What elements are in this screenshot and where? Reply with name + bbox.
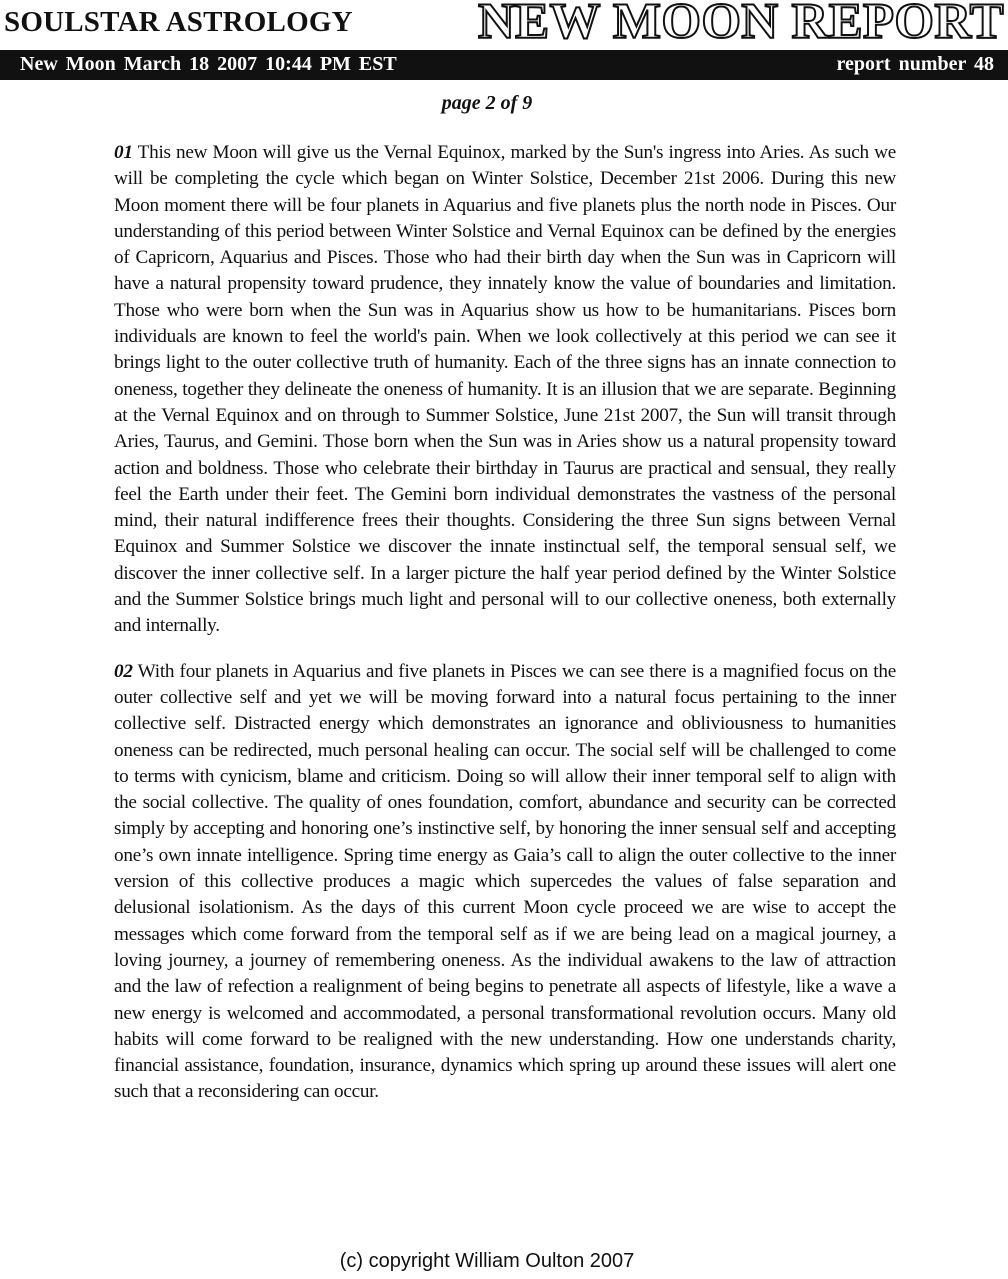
header-info-bar [0,50,1008,80]
paragraph-number: 01 [114,142,133,163]
masthead [0,0,1008,50]
paragraph-text: This new Moon will give us the Vernal Equinox, marked by the Sun's ingress into Aries. As such we will be completing the cycle which began on Winter Solstice, December 21st 2006. During this new Moon moment there will be four planets in Aquarius and five planets plus the north node in Pisces. Our understanding of this period between Winter Solstice and Vernal Equinox can be defined by the energies of Capricorn, Aquarius and Pisces. Those who had their birth day when the Sun was in Capricorn will have a natural propensity toward prudence, they innately know the value of boundaries and limitation. Those who were born when the Sun was in Aquarius show us how to be humanitarians. Pisces born individuals are known to feel the world's pain. When we look collectively at this period we can see it brings light to the outer collective truth of humanity. Each of the three signs has an innate connection to oneness, together they delineate the oneness of humanity. It is an illusion that we are separate. Beginning at the Vernal Equinox and on through to Summer Solstice, June 21st 2007, the Sun will transit through Aries, Taurus, and Gemini. Those born when the Sun was in Aries show us a natural propensity toward action and boldness. Those who celebrate their birthday in Taurus are practical and sensual, they really feel the Earth under their feet. The Gemini born individual demonstrates the vastness of the personal mind, their natural indifference frees their thoughts. Considering the three Sun signs between Vernal Equinox and Summer Solstice we discover the innate instinctual self, the temporal sensual self, we discover the inner collective self. In a larger picture the half year period defined by the Winter Solstice and the Summer Solstice brings much light and personal will to our collective oneness, both externally and internally. [114,142,896,637]
report-number: report number 48 [836,53,994,75]
new-moon-date: New Moon March 18 2007 10:44 PM EST [20,53,397,75]
paragraph-text: With four planets in Aquarius and five planets in Pisces we can see there is a magnified focus on the outer collective self and yet we will be moving forward into a natural focus pertaining to the inner collective self. Distracted energy which demonstrates an ignorance and obliviousness to humanities oneness can be redirected, much personal healing can occur. The social self will be challenged to come to terms with cynicism, blame and criticism. Doing so will allow their inner temporal self to align with the social collective. The quality of ones foundation, comfort, abundance and security can be corrected simply by accepting and honoring one’s instinctive self, by honoring the inner sensual self and accepting one’s own innate intelligence. Spring time energy as Gaia’s call to align the outer collective to the inner version of this collective produces a magic which supercedes the values of false separation and delusional isolationism. As the days of this current Moon cycle proceed we are wise to accept the messages which come forward from the temporal self as if we are being lead on a magical journey, a loving journey, a journey of remembering oneness. As the individual awakens to the law of attraction and the law of refection a realignment of being begins to penetrate all aspects of lifestyle, like a wave a new energy is welcomed and accommodated, a personal transformational revolution occurs. Many old habits will come forward to be realigned with the new understanding. How one understands charity, financial assistance, foundation, insurance, dynamics which spring up around these issues will alert one such that a reconsidering can occur. [114,660,896,1103]
paragraph-02 [114,659,896,1106]
brand-name: SOULSTAR ASTROLOGY [4,6,353,38]
report-title: NEW MOON REPORT [478,0,1004,50]
page-number: page 2 of 9 [441,92,533,114]
paragraph-01 [114,140,896,640]
copyright-footer: (c) copyright William Oulton 2007 [339,1250,635,1272]
report-body [114,140,896,1125]
paragraph-number: 02 [114,660,133,682]
